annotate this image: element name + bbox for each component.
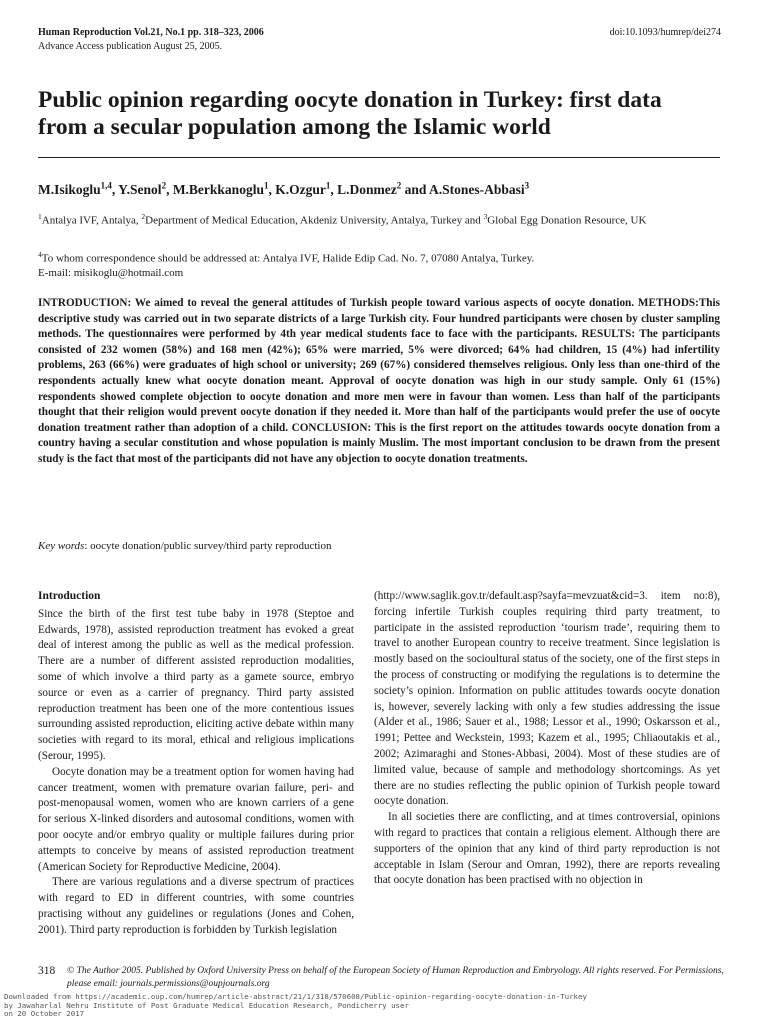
paper-title: Public opinion regarding oocyte donation in Turkey: first data from a secular population among the Islamic world: [38, 87, 662, 140]
journal-citation: Human Reproduction Vol.21, No.1 pp. 318–323, 2006: [38, 27, 264, 38]
body-column-right: [374, 589, 720, 889]
section-heading: Introduction: [38, 590, 101, 602]
author: A.Stones-Abbasi$^3$: [428, 180, 530, 197]
author: M.Isikoglu$^{1,4}$,: [38, 180, 119, 197]
page-number: 318: [38, 965, 56, 977]
advance-access-note: Advance Access publication August 25, 2005.: [38, 41, 223, 52]
author: M.Berkkanoglu$^1$,: [172, 180, 276, 197]
author-list: [38, 180, 728, 198]
body-column-left: [38, 589, 354, 939]
paragraph: There are various regulations and a diverse spectrum of practices with regard to ED in different countries, with some countries practising without any guidelines or regulations (Jones and Cohen, 2001). Third party reproduction is forbidden by Turkish legislation: [38, 876, 354, 936]
abstract: INTRODUCTION: We aimed to reveal the general attitudes of Turkish people toward various aspects of oocyte donation. METHODS:This descriptive study was carried out in two separate districts of a large Turkish city. Four hundred participants were chosen by cluster sampling methods. The questionnaires were performed by 4th year medical students face to face with the participants. RESULTS: The participants consisted of 232 women (58%) and 168 men (42%); 65% were married, 5% were divorced; 64% had children, 15 (4%) had infertility problems, 263 (66%) were graduates of high school or university; 269 (67%) considered themselves religious. Only less than one-third of the respondents actually knew what oocyte donation meant. Approval of oocyte donation was high in our study sample. Only 61 (15%) respondents showed complete objection to oocyte donation and more men were in favour than women. Less than half of the participants thought that their religion would prevent oocyte donation if they needed it. More than half of the participants would prefer the use of oocyte donation treatment rather than adoption of a child. CONCLUSION: This is the first report on the attitudes towards oocyte donation from a country having a secular constitution and whose population is mainly Muslim. The most important conclusion to be drawn from the present study is the fact that most of the participants did not have any objection to oocyte donation treatments.: [38, 297, 720, 465]
correspondence: $^4$To whom correspondence should be addressed at: Antalya IVF, Halide Edip Cad. No. 7, 07080 Antalya, Turkey. E-mail: misikoglu@hotmail.com: [38, 248, 718, 280]
paragraph: (http://www.saglik.gov.tr/default.asp?sayfa=mevzuat&cid=3. item no:8), forcing infertile Turkish couples requiring third party treatment, to participate in the assisted reproduction ‘tourism trade’, requiring them to travel to another European country to receive treatment. Since legislation is mostly based on the socioultural status of the society, one of the first steps in the process of constructing or modifying the regulations is to determine the society’s opinion. Information on public attitudes towards oocyte donation is, however, severely lacking with only a few studies addressing the issue (Alder et al., 1986; Sauer et al., 1988; Lessor et al., 1990; Oskarsson et al., 1991; Pettee and Weckstein, 1993; Kazem et al., 1995; Chliaoutakis et al., 2002; Azimaraghi and Stones-Abbasi, 2004). Most of these studies are of limited value, because of sample and methodology shortcomings. As yet there are no studies reflecting the public opinion of Turkish people toward oocyte donation.: [374, 590, 720, 808]
doi-label[interactable]: doi:10.1093/humrep/dei274: [609, 27, 721, 38]
email-address[interactable]: E-mail: misikoglu@hotmail.com: [38, 266, 184, 279]
paragraph: Oocyte donation may be a treatment option for women having had cancer treatment, women with premature ovarian failure, peri- and post-menopausal women, women who are known carriers of a gene for serious X-linked disorders and autosomal conditions, women with poor oocyte and/or embryo quality or multiple failures during prior attempts to conceive by means of assisted reproduction treatment (American Society for Reproductive Medicine, 2004).: [38, 765, 354, 873]
title-divider: [38, 157, 720, 158]
copyright-notice: © The Author 2005. Published by Oxford University Press on behalf of the European Society of Human Reproduction and Embryology. All rights reserved. For Permissions, please email: journals.permissions@oupjournals.org: [67, 966, 724, 989]
paragraph: In all societies there are conflicting, and at times controversial, opinions with regard to practices that contain a religious element. Although there are supporters of the opinion that any kind of third party reproduction is not acceptable in Islam (Serour and Omran, 1992), there are reports revealing that oocyte donation has been practised with no objection in: [374, 811, 720, 887]
keywords: Key words: oocyte donation/public survey/third party reproduction: [38, 540, 332, 552]
author: K.Ozgur$^1$,: [275, 180, 338, 197]
download-watermark: Downloaded from https://academic.oup.com/humrep/article-abstract/21/1/318/570608/Public-opinion-regarding-oocyte-donation-in-Turkey by Jawaharlal Nehru Institute of Post Graduate Medical Education Research, Pondicherry user on 20 October 2017: [4, 992, 587, 1019]
author: L.Donmez$^2$ and: [337, 180, 429, 197]
affiliations: $^1$Antalya IVF, Antalya, $^2$Department of Medical Education, Akdeniz University, Antalya, Turkey and $^3$Global Egg Donation Resource, UK: [38, 212, 647, 227]
author: Y.Senol$^2$,: [118, 180, 173, 197]
paragraph: Since the birth of the first test tube baby in 1978 (Steptoe and Edwards, 1978), assisted reproduction treatment has evoked a great deal of interest among the public as well as the medical profession. There are a number of different assisted reproduction modalities, some of which involve a third party as a gamete source, embryo source or even as a carrier of pregnancy. Third party assisted reproduction treatment has been one of the more contentious issues surrounding assisted reproduction, eliciting active debate within many societies with regard to its moral, ethical and religious implications (Serour, 1995).: [38, 607, 354, 762]
